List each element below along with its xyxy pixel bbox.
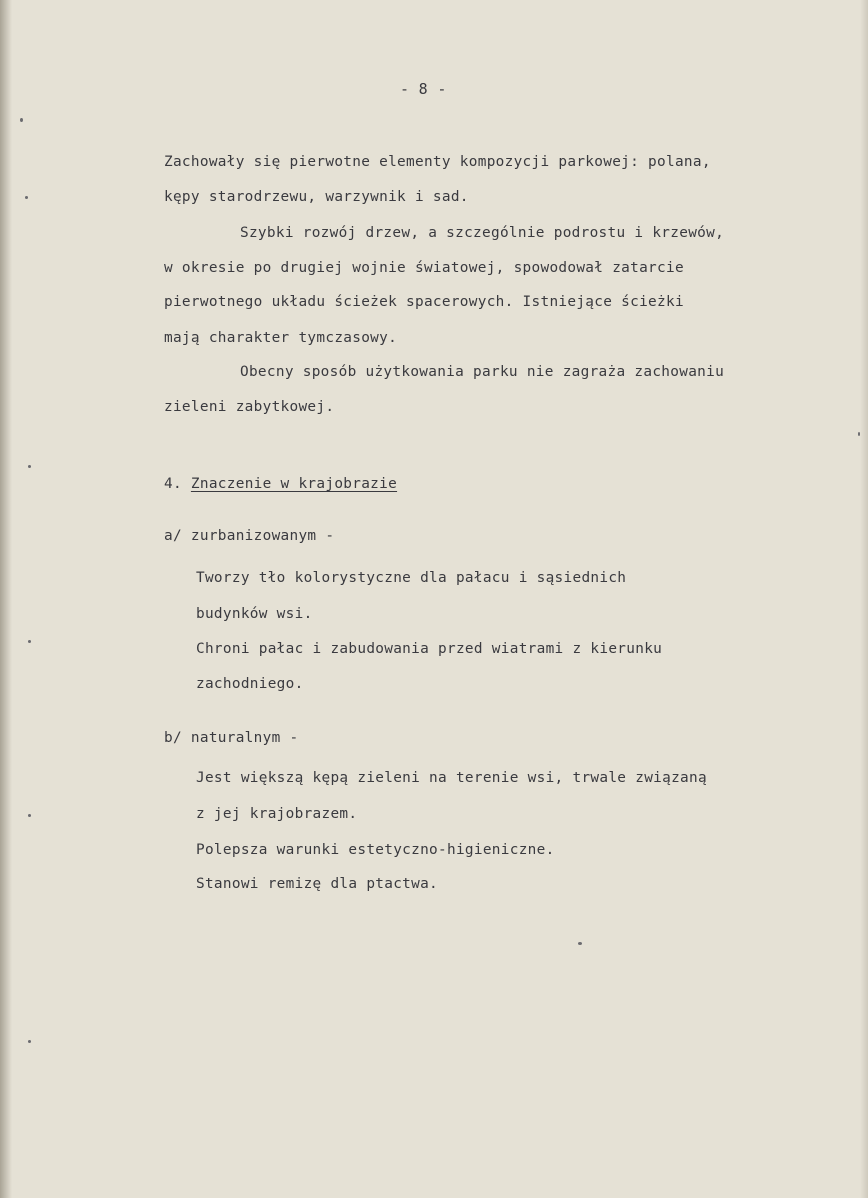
paper-speck [28, 814, 31, 817]
section-number: 4. [164, 476, 182, 492]
section-title: Znaczenie w krajobrazie [190, 476, 398, 492]
paper-speck [28, 465, 31, 468]
paragraph-line: mają charakter tymczasowy. [164, 330, 398, 346]
subsection-a-line: budynków wsi. [196, 606, 313, 622]
subsection-b-line: z jej krajobrazem. [196, 806, 358, 822]
paragraph-line: Obecny sposób użytkowania parku nie zagraża zachowaniu [240, 364, 725, 380]
subsection-label-a: a/ zurbanizowanym - [164, 528, 335, 544]
paragraph-line: pierwotnego układu ścieżek spacerowych. Istniejące ścieżki [164, 294, 684, 310]
paragraph-line: Szybki rozwój drzew, a szczególnie podrostu i krzewów, [240, 225, 725, 241]
paragraph-line: zieleni zabytkowej. [164, 399, 335, 415]
paper-speck [858, 432, 860, 436]
paper-speck [28, 640, 31, 643]
page-number: - 8 - [400, 80, 447, 98]
paragraph-line: Zachowały się pierwotne elementy kompozycji parkowej: polana, [164, 154, 711, 170]
paper-speck [578, 942, 582, 945]
paper-speck [20, 118, 23, 122]
paper-speck [25, 196, 28, 199]
section-heading [164, 476, 397, 492]
subsection-a-line: Chroni pałac i zabudowania przed wiatrami z kierunku [196, 641, 663, 657]
subsection-a-line: zachodniego. [196, 676, 304, 692]
subsection-b-line: Stanowi remizę dla ptactwa. [196, 876, 439, 892]
page-left-edge-shadow [0, 0, 12, 1198]
page-right-edge-shadow [860, 0, 868, 1198]
subsection-a-line: Tworzy tło kolorystyczne dla pałacu i sąsiednich [196, 570, 627, 586]
paper-speck [28, 1040, 31, 1043]
subsection-b-line: Jest większą kępą zieleni na terenie wsi, trwale związaną [196, 770, 707, 786]
paragraph-line: kępy starodrzewu, warzywnik i sad. [164, 189, 469, 205]
subsection-label-b: b/ naturalnym - [164, 730, 299, 746]
subsection-b-line: Polepsza warunki estetyczno-higieniczne. [196, 842, 555, 858]
paragraph-line: w okresie po drugiej wojnie światowej, spowodował zatarcie [164, 260, 684, 276]
